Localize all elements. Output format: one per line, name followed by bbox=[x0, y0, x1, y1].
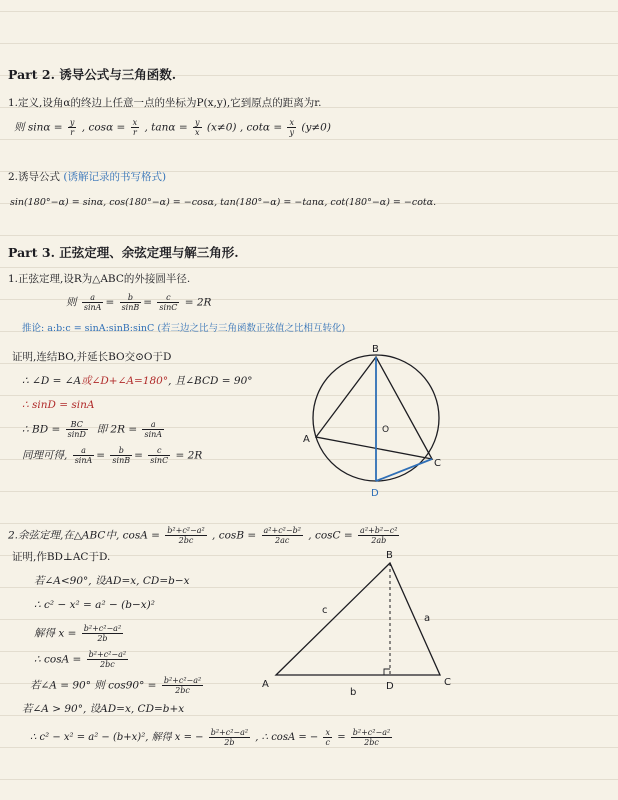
c-over-sinC-2: $\frac{c}{\sin C}$ bbox=[150, 446, 169, 465]
tan-label: , tanα = bbox=[144, 121, 188, 134]
proof-line-2: ∴ ∠D = ∠A或∠D+∠A=180°, 且∠BCD = 90° bbox=[22, 375, 253, 387]
triangle-abc-2 bbox=[276, 563, 440, 675]
proof2-line-1: 证明,作BD⊥AC于D. bbox=[12, 551, 111, 563]
cot-condition: (y≠0) bbox=[301, 121, 331, 134]
proof2-line-5: ∴ cosA = $\frac{\text{b²+c²−a²}}{2bc}$ bbox=[34, 650, 127, 669]
b-over-sinB-2: $\frac{b}{\sin B}$ bbox=[112, 446, 131, 465]
b-over-sinB: $\frac{b}{\sin B}$ bbox=[121, 293, 140, 312]
tan-condition: (x≠0) bbox=[206, 121, 237, 134]
label-A-2: A bbox=[262, 679, 269, 690]
x-over-c-fraction: $\frac{x}{c}$ bbox=[325, 728, 330, 747]
cot-fraction: $\frac{x}{y}$ bbox=[289, 118, 295, 137]
proof2-line-7: 若∠A > 90°, 设AD=x, CD=b+x bbox=[22, 703, 185, 715]
label-C-2: C bbox=[444, 677, 451, 688]
part3-title: Part 3. 正弦定理、余弦定理与解三角形. bbox=[8, 245, 239, 260]
proof2-line-6: 若∠A = 90° 则 cos90° = $\frac{\text{b²+c²−a²}}{2bc}$ bbox=[30, 676, 202, 695]
def-prefix: 则 sinα = bbox=[14, 121, 63, 134]
cosB-fraction: $\frac{\text{a²+c²−b²}}{2ac}$ bbox=[263, 526, 301, 545]
proof2-line-8: ∴ c² − x² = a² − (b+x)², 解得 x = − $\frac{\text{b²+c²−a²}}{2b}$ , ∴ cosA = − $\frac{x}{c}$ = $\frac{\text{b²+c²−a²}}{2bc}$ bbox=[30, 728, 391, 747]
proof-line-4: ∴ BD = $\frac{BC}{\sin D}$ 即 2R = $\frac{a}{\sin A}$ bbox=[22, 420, 163, 439]
induction-title: 2.诱导公式 bbox=[8, 171, 61, 183]
circumcircle-figure bbox=[300, 340, 450, 505]
cot-label: , cotα = bbox=[239, 121, 283, 134]
label-A: A bbox=[303, 434, 310, 445]
proof2-line-3: ∴ c² − x² = a² − (b−x)² bbox=[34, 599, 155, 611]
proof2-line-4: 解得 x = $\frac{\text{b²+c²−a²}}{2b}$ bbox=[34, 624, 122, 643]
definition-line: 1.定义,设角α的终边上任意一点的坐标为P(x,y),它到原点的距离为r. bbox=[8, 97, 322, 109]
part2-title: Part 2. 诱导公式与三角函数. bbox=[8, 67, 177, 82]
x-fraction: $\frac{\text{b²+c²−a²}}{2b}$ bbox=[83, 624, 122, 643]
trig-definitions bbox=[14, 118, 331, 137]
proof2-line-2: 若∠A<90°, 设AD=x, CD=b−x bbox=[34, 575, 190, 587]
label-O: O bbox=[382, 425, 390, 435]
cosC-fraction: $\frac{\text{a²+b²−c²}}{2ab}$ bbox=[360, 526, 398, 545]
proof-line-3: ∴ sinD = sinA bbox=[22, 399, 95, 411]
proof-line-1: 证明,连结BO,并延长BO交⊙O于D bbox=[12, 351, 172, 363]
label-C: C bbox=[434, 458, 441, 469]
cos-label: , cosα = bbox=[81, 121, 126, 134]
bd-fraction: $\frac{BC}{\sin D}$ bbox=[67, 420, 86, 439]
sine-law-result: = 2R bbox=[184, 296, 212, 309]
segment-cd bbox=[376, 459, 432, 481]
induction-formula: sin(180°−α) = sinα, cos(180°−α) = −cosα, tan(180°−α) = −tanα, cot(180°−α) = −cotα. bbox=[10, 197, 437, 208]
sine-law-prefix: 则 bbox=[66, 296, 77, 309]
altitude-figure bbox=[258, 545, 458, 700]
sine-law-line: 1.正弦定理,设R为△ABC的外接圆半径. bbox=[8, 273, 191, 285]
proof-line-5: 同理可得, $\frac{a}{\sin A}$ = $\frac{b}{\sin B}$ = $\frac{c}{\sin C}$ = 2R bbox=[22, 446, 203, 465]
side-b: b bbox=[350, 687, 357, 698]
right-angle-mark bbox=[384, 669, 390, 675]
side-c: c bbox=[322, 605, 328, 616]
label-B: B bbox=[372, 344, 379, 355]
label-D: D bbox=[371, 488, 379, 499]
r-fraction: $\frac{a}{\sin A}$ bbox=[144, 420, 163, 439]
induction-heading bbox=[8, 170, 166, 184]
cosA-result-fraction: $\frac{\text{b²+c²−a²}}{2bc}$ bbox=[88, 650, 127, 669]
cos90-fraction: $\frac{\text{b²+c²−a²}}{2bc}$ bbox=[163, 676, 202, 695]
x2-fraction: $\frac{\text{b²+c²−a²}}{2b}$ bbox=[210, 728, 249, 747]
induction-note: (诱解记录的书写格式) bbox=[63, 171, 167, 183]
corollary: 推论: a:b:c = sinA:sinB:sinC (若三边之比与三角函数正弦值之比相互转化) bbox=[22, 323, 346, 334]
supplementary-case: 或∠D+∠A=180° bbox=[81, 375, 169, 387]
sine-law-formula: 则 $\frac{a}{\sin A}$ = $\frac{b}{\sin B}$ = $\frac{c}{\sin C}$ = 2R bbox=[66, 293, 212, 312]
sin-fraction: $\frac{y}{r}$ bbox=[69, 118, 75, 137]
label-D-2: D bbox=[386, 681, 394, 692]
label-B-2: B bbox=[386, 550, 393, 561]
cos-fraction: $\frac{x}{r}$ bbox=[132, 118, 138, 137]
a-over-sinA-2: $\frac{a}{\sin A}$ bbox=[74, 446, 93, 465]
cosine-law: 2.余弦定理,在△ABC中, cosA = $\frac{\text{b²+c²−a²}}{2bc}$ , cosB = $\frac{\text{a²+c²−b²}}{2ac}$ , cosC = $\frac{\text{a²+b²−c²}}{2ab}$ bbox=[8, 526, 398, 545]
cosA-fraction: $\frac{\text{b²+c²−a²}}{2bc}$ bbox=[167, 526, 205, 545]
tan-fraction: $\frac{y}{x}$ bbox=[195, 118, 200, 137]
side-a: a bbox=[424, 613, 431, 624]
final-fraction: $\frac{\text{b²+c²−a²}}{2bc}$ bbox=[352, 728, 391, 747]
c-over-sinC: $\frac{c}{\sin C}$ bbox=[159, 293, 178, 312]
a-over-sinA: $\frac{a}{\sin A}$ bbox=[83, 293, 102, 312]
